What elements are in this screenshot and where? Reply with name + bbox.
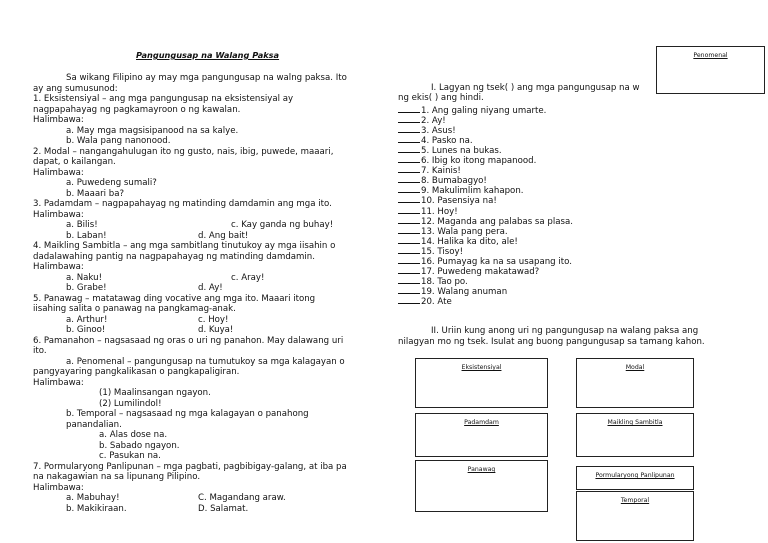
- eksistensiyal-box[interactable]: [415, 358, 548, 408]
- body-text: panandalian.: [66, 419, 122, 430]
- answer-blank[interactable]: [398, 124, 420, 133]
- answer-blank[interactable]: [398, 235, 420, 244]
- section-modal: 2. Modal – nangangahulugan ito ng gusto, nais, ibig, puwede, maaari,: [33, 146, 334, 157]
- question-text: 4. Pasko na.: [421, 135, 473, 146]
- answer-blank[interactable]: [398, 215, 420, 224]
- question-text: 1. Ang galing niyang umarte.: [421, 105, 547, 116]
- answer-blank[interactable]: [398, 194, 420, 203]
- question-text: 15. Tisoy!: [421, 246, 464, 257]
- question-item: [398, 295, 452, 307]
- example-item: d. Kuya!: [198, 325, 234, 335]
- answer-blank[interactable]: [398, 104, 420, 113]
- modal-box[interactable]: [576, 358, 694, 408]
- box-label: Penomenal: [693, 52, 728, 59]
- question-text: 10. Pasensiya na!: [421, 196, 497, 207]
- pormularyo-box[interactable]: [576, 466, 694, 490]
- example-item: a. Bilis!: [66, 220, 98, 230]
- example-item: a. May mga magsisipanood na sa kalye.: [66, 125, 239, 136]
- example-item: b. Makikiraan.: [66, 503, 127, 514]
- box-label: Panawag: [467, 466, 496, 473]
- box-label: Padamdam: [464, 419, 499, 426]
- body-text: ito.: [33, 346, 47, 356]
- box-label: Modal: [625, 364, 645, 371]
- question-text: 20. Ate: [421, 297, 452, 308]
- example-item: b. Grabe!: [66, 283, 107, 293]
- question-text: 14. Halika ka dito, ale!: [421, 236, 518, 247]
- example-item: b. Maaari ba?: [66, 188, 125, 199]
- answer-blank[interactable]: [398, 275, 420, 284]
- question-text: 13. Wala pang pera.: [421, 226, 508, 237]
- answer-blank[interactable]: [398, 164, 420, 173]
- question-text: 9. Makulimlim kahapon.: [421, 186, 524, 197]
- question-text: 16. Pumayag ka na sa usapang ito.: [421, 257, 572, 267]
- question-text: 2. Ay!: [421, 115, 446, 126]
- answer-blank[interactable]: [398, 154, 420, 163]
- box-label: Eksistensiyal: [461, 364, 502, 371]
- example-item: (1) Maalinsangan ngayon.: [99, 388, 211, 398]
- panawag-box[interactable]: [415, 460, 548, 512]
- section-pamanahon: 6. Pamanahon – nagsasaad ng oras o uri ng panahon. May dalawang uri: [33, 335, 344, 346]
- example-item: d. Ay!: [198, 283, 223, 293]
- question-text: 3. Asus!: [421, 125, 456, 136]
- example-heading: Halimbawa:: [33, 115, 84, 125]
- answer-blank[interactable]: [398, 255, 420, 264]
- padamdam-box[interactable]: [415, 413, 548, 457]
- answer-blank[interactable]: [398, 114, 420, 123]
- box-label: Maikling Sambitla: [607, 419, 663, 426]
- example-item: a. Naku!: [66, 272, 103, 283]
- section-panawag: 5. Panawag – matatawag ding vocative ang mga ito. Maaari itong: [33, 293, 316, 304]
- answer-blank[interactable]: [398, 134, 420, 143]
- body-text: dapat, o kailangan.: [33, 157, 116, 167]
- question-text: 6. Ibig ko itong mapanood.: [421, 156, 537, 166]
- answer-blank[interactable]: [398, 174, 420, 183]
- maikling-sambitla-box[interactable]: [576, 413, 694, 457]
- instruction-two: II. Uriin kung anong uri ng pangungusap na walang paksa ang: [431, 326, 699, 336]
- example-heading: Halimbawa:: [33, 482, 84, 493]
- subsection-penomenal: a. Penomenal – pangungusap na tumutukoy sa mga kalagayan o: [66, 356, 345, 367]
- body-text: pangyayaring pangkalikasan o pangkapaligiran.: [33, 367, 240, 377]
- example-heading: Halimbawa:: [33, 262, 84, 272]
- section-padamdam: 3. Padamdam – nagpapahayag ng matinding damdamin ang mga ito.: [33, 199, 332, 209]
- box-label: Pormularyong Panlipunan: [595, 472, 675, 479]
- example-heading: Halimbawa:: [33, 209, 84, 220]
- section-maikling-sambitla: 4. Maikling Sambitla – ang mga sambitlang tinutukoy ay mga iisahin o: [33, 241, 336, 251]
- body-text: nagpapahayag ng pagkamayroon o ng kawalan.: [33, 104, 241, 115]
- answer-blank[interactable]: [398, 265, 420, 274]
- temporal-box[interactable]: [576, 491, 694, 541]
- question-text: 12. Maganda ang palabas sa plasa.: [421, 216, 573, 227]
- example-item: b. Laban!: [66, 230, 107, 241]
- intro-text: ay ang sumusunod:: [33, 83, 118, 94]
- intro-text: Sa wikang Filipino ay may mga pangungusap na walng paksa. Ito: [66, 73, 347, 83]
- example-item: C. Magandang araw.: [198, 493, 286, 503]
- example-item: b. Wala pang nanonood.: [66, 136, 171, 146]
- box-label: Temporal: [620, 497, 650, 504]
- example-item: D. Salamat.: [198, 503, 249, 514]
- question-text: 11. Hoy!: [421, 206, 458, 217]
- answer-blank[interactable]: [398, 285, 420, 294]
- instruction-one: ng ekis( ) ang hindi.: [398, 93, 484, 103]
- subsection-temporal: b. Temporal – nagsasaad ng mga kalagayan o panahong: [66, 409, 309, 419]
- question-text: 7. Kainis!: [421, 166, 461, 177]
- example-item: (2) Lumilindol!: [99, 398, 162, 409]
- body-text: na nakagawian na sa lipunang Pilipino.: [33, 472, 201, 482]
- question-text: 5. Lunes na bukas.: [421, 145, 502, 156]
- example-item: b. Sabado ngayon.: [99, 440, 180, 451]
- page-title: Pangungusap na Walang Paksa: [136, 50, 280, 60]
- example-item: c. Aray!: [231, 272, 265, 283]
- example-item: d. Ang bait!: [198, 230, 249, 241]
- example-item: a. Puwedeng sumali?: [66, 178, 157, 188]
- instruction-two: nilagyan mo ng tsek. Isulat ang buong pangungusap sa tamang kahon.: [398, 336, 705, 347]
- example-item: a. Mabuhay!: [66, 493, 120, 503]
- example-item: c. Pasukan na.: [99, 451, 161, 461]
- answer-blank[interactable]: [398, 184, 420, 193]
- question-text: 17. Puwedeng makatawad?: [421, 267, 540, 278]
- example-heading: Halimbawa:: [33, 377, 84, 388]
- example-item: c. Hoy!: [198, 314, 229, 325]
- instruction-one: I. Lagyan ng tsek( ) ang mga pangungusap na w: [431, 83, 640, 93]
- body-text: iisahing salita o panawag na pangkamag-anak.: [33, 304, 236, 314]
- example-item: b. Ginoo!: [66, 325, 106, 335]
- section-eksistensiyal: 1. Eksistensiyal – ang mga pangungusap na eksistensiyal ay: [33, 94, 294, 104]
- answer-blank[interactable]: [398, 144, 420, 153]
- penomenal-box[interactable]: [656, 46, 765, 94]
- answer-blank[interactable]: [398, 295, 420, 304]
- example-heading: Halimbawa:: [33, 167, 84, 178]
- body-text: dadalawahing pantig na nagpapahayag ng matinding damdamin.: [33, 251, 315, 262]
- example-item: c. Kay ganda ng buhay!: [231, 220, 334, 230]
- question-text: 19. Walang anuman: [421, 287, 508, 298]
- example-item: a. Arthur!: [66, 314, 108, 325]
- answer-blank[interactable]: [398, 245, 420, 254]
- question-text: 18. Tao po.: [421, 277, 468, 288]
- section-pormularyo: 7. Pormularyong Panlipunan – mga pagbati, pagbibigay-galang, at iba pa: [33, 461, 347, 472]
- example-item: a. Alas dose na.: [99, 430, 168, 440]
- answer-blank[interactable]: [398, 225, 420, 234]
- answer-blank[interactable]: [398, 205, 420, 214]
- question-text: 8. Bumabagyo!: [421, 176, 487, 187]
